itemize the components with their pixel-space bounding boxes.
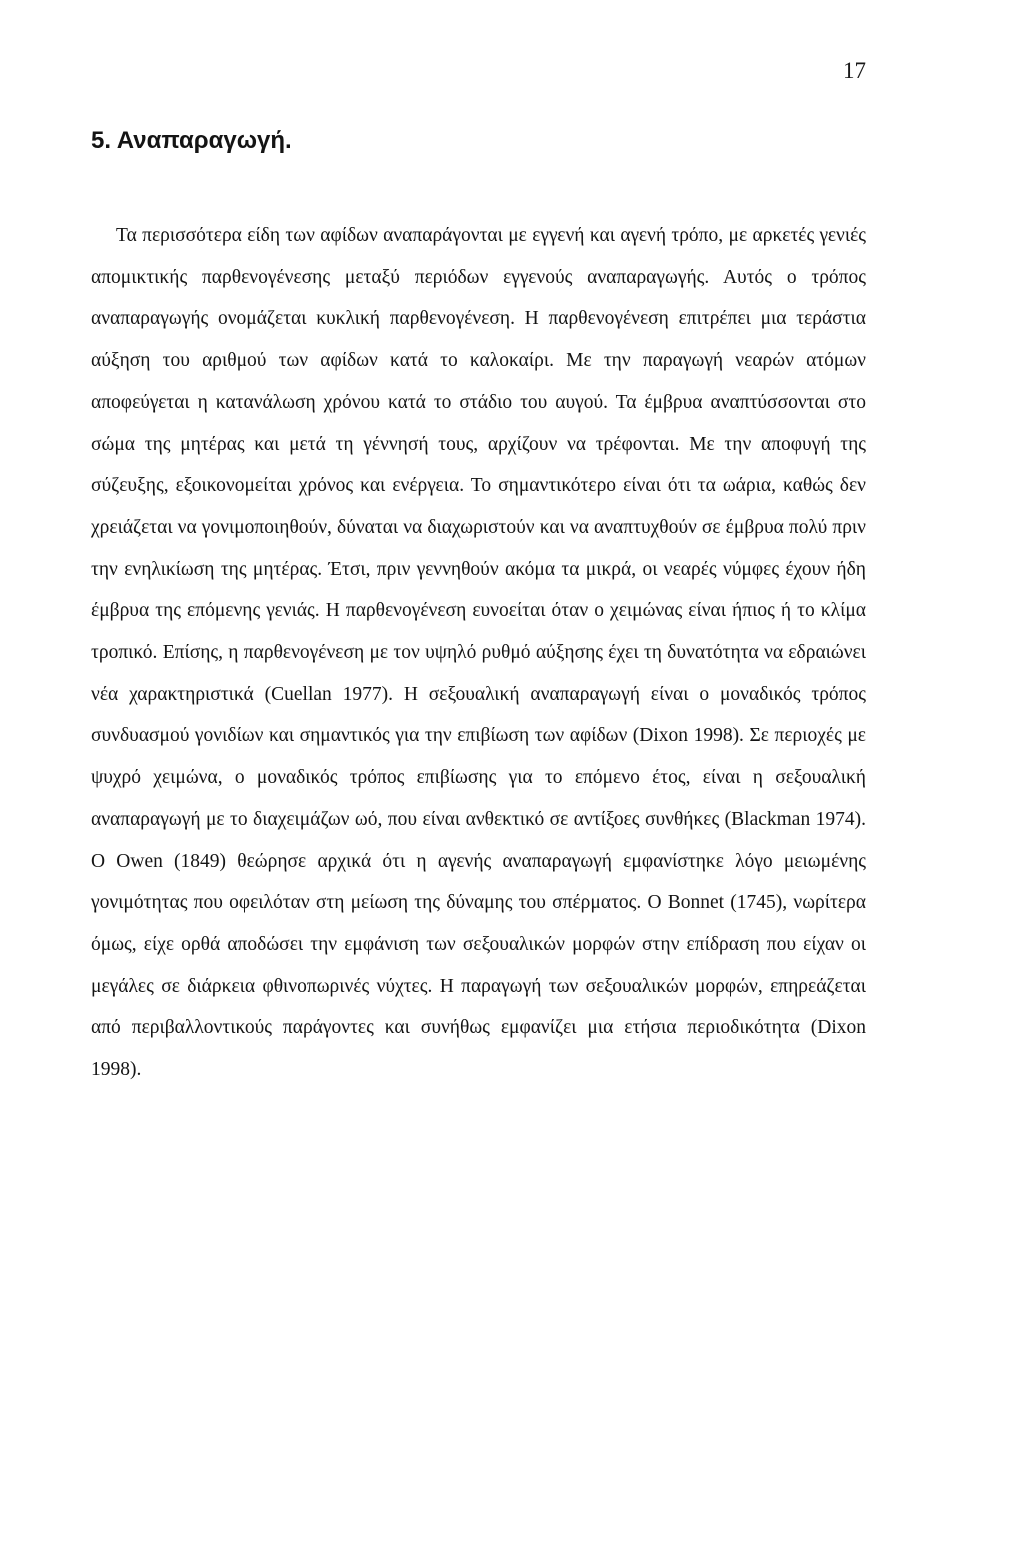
body-paragraph: Τα περισσότερα είδη των αφίδων αναπαράγονται με εγγενή και αγενή τρόπο, με αρκετές γενιές απομικτικής παρθενογένεσης μεταξύ περιόδων εγγενούς αναπαραγωγής. Αυτός ο τρόπος αναπαραγωγής ονομάζεται κυκλική παρθενογένεση. Η παρθενογένεση επιτρέπει μια τεράστια αύξηση του αριθμού των αφίδων κατά το καλοκαίρι. Με την παραγωγή νεαρών ατόμων αποφεύγεται η κατανάλωση χρόνου κατά το στάδιο του αυγού. Τα έμβρυα αναπτύσσονται στο σώμα της μητέρας και μετά τη γέννησή τους, αρχίζουν να τρέφονται. Με την αποφυγή της σύζευξης, εξοικονομείται χρόνος και ενέργεια. Το σημαντικότερο είναι ότι τα ωάρια, καθώς δεν χρειάζεται να γονιμοποιηθούν, δύναται να διαχωριστούν και να αναπτυχθούν σε έμβρυα πολύ πριν την ενηλικίωση της μητέρας. Έτσι, πριν γεννηθούν ακόμα τα μικρά, οι νεαρές νύμφες έχουν ήδη έμβρυα της επόμενης γενιάς. Η παρθενογένεση ευνοείται όταν ο χειμώνας είναι ήπιος ή το κλίμα τροπικό. Επίσης, η παρθενογένεση με τον υψηλό ρυθμό αύξησης έχει τη δυνατότητα να εδραιώνει νέα χαρακτηριστικά (Cuellan 1977). Η σεξουαλική αναπαραγωγή είναι ο μοναδικός τρόπος συνδυασμού γονιδίων και σημαντικός για την επιβίωση των αφίδων (Dixon 1998). Σε περιοχές με ψυχρό χειμώνα, ο μοναδικός τρόπος επιβίωσης για το επόμενο έτος, είναι η σεξουαλική αναπαραγωγή με το διαχειμάζων ωό, που είναι ανθεκτικό σε αντίξοες συνθήκες (Blackman 1974). Ο Owen (1849) θεώρησε αρχικά ότι η αγενής αναπαραγωγή εμφανίστηκε λόγο μειωμένης γονιμότητας που οφειλόταν στη μείωση της δύναμης του σπέρματος. Ο Bonnet (1745), νωρίτερα όμως, είχε ορθά αποδώσει την εμφάνιση των σεξουαλικών μορφών στην επίδραση που είχαν οι μεγάλες σε διάρκεια φθινοπωρινές νύχτες. Η παραγωγή των σεξουαλικών μορφών, επηρεάζεται από περιβαλλοντικούς παράγοντες και συνήθως εμφανίζει μια ετήσια περιοδικότητα (Dixon 1998).: [91, 225, 866, 1081]
section-heading: 5. Αναπαραγωγή.: [91, 127, 292, 154]
page-number: 17: [843, 58, 866, 83]
